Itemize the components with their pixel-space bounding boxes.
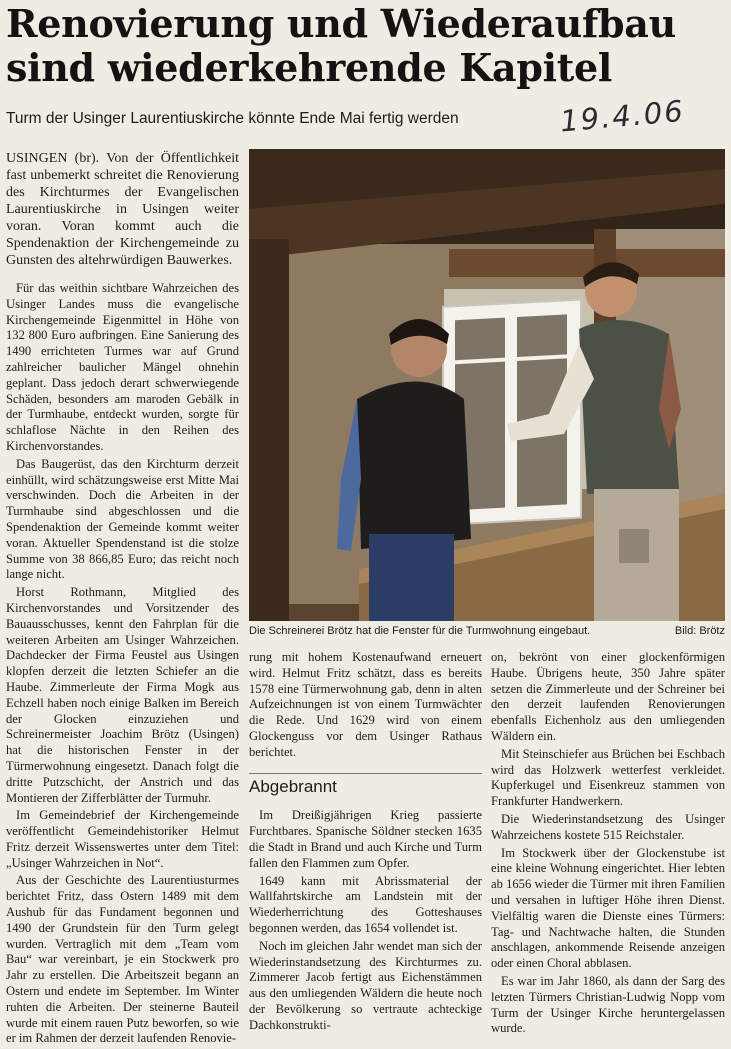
photo-credit: Bild: Brötz [674, 625, 725, 637]
article-paragraph: Noch im gleichen Jahr wendet man sich der Wiederinstandsetzung des Kirchturmes zu. Zimmerer Jacob fertigt aus Eichenstämmen aus den umliegenden Wäldern die heute noch der Bevölkerung so vertraute achteckige Dachkonstrukti- [249, 938, 482, 1032]
article-column-3 [491, 650, 725, 1039]
article-column-2 [249, 650, 482, 1036]
article-column-1 [6, 150, 239, 1049]
article-paragraph: Mit Steinschiefer aus Brüchen bei Eschbach wird das Holzwerk wetterfest verkleidet. Kupferkugel und Eisenkreuz stammen von Frankfurter Handwerkern. [491, 746, 725, 809]
article-paragraph: rung mit hohem Kostenaufwand erneuert wird. Helmut Fritz schätzt, dass es bereits 1578 eine Türmerwohnung gab, denn in alten Aufzeichnungen ist von einem Turmwächter die Rede. Und 1629 wird von einem Glockenguss vor dem Usinger Rathaus berichtet. [249, 650, 482, 759]
article-paragraph: Im Stockwerk über der Glockenstube ist eine kleine Wohnung eingerichtet. Hier lebten ab 1656 wieder die Türmer mit ihren Familien und versahen in luftiger Höhe ihren Dienst. Vielfältig waren die Dienste eines Türmers: Tag- und Nachtwache halten, die Stunden anschlagen, ankommende Reisende anzeigen oder einen Choral abblasen. [491, 845, 725, 971]
article-paragraph: Das Baugerüst, das den Kirchturm derzeit einhüllt, wird schätzungsweise erst Mitte Mai verschwinden. Doch die Arbeiten in der Turmhaube sind abgeschlossen und die Spendenaktion der Gemeinde kommt weiter voran. Aktueller Spendenstand ist die stolze Summe von 38 866,85 Euro; das reicht noch lange nicht. [6, 456, 239, 582]
article-paragraph: Aus der Geschichte des Laurentiusturmes berichtet Fritz, dass Ostern 1489 mit dem Aushub für das Fundament begonnen und 1490 der Grundstein für den Turm gelegt wurden. Vertraglich mit dem „Team vom Bau“ war vereinbart, je ein Stockwerk pro Jahr zu erstellen. Die Arbeitszeit begann an Ostern und endete im September. Im Winter ruhten die Arbeiten. Der steinerne Bauteil wurde mit einem rauen Putz beworfen, so wie er im Rahmen der derzeit laufenden Renovie- [6, 873, 239, 1046]
headline-line-2: sind wiederkehrende Kapitel [6, 45, 613, 90]
headline [6, 2, 726, 90]
article-paragraph: Für das weithin sichtbare Wahrzeichen des Usinger Landes muss die evangelische Kirchengemeinde Eigenmittel in Höhe von 132 800 Euro aufbringen. Eine Sanierung des 1490 errichteten Turmes war auf Grund zahlreicher baulicher Mängel ohnehin geplant. Dass jedoch derart schwerwiegende Schäden, besonders am maroden Gebälk in der Turmhaube, entdeckt wurden, sorgte für schlaflose Nächte in den Reihen des Kirchenvorstandes. [6, 281, 239, 453]
article-paragraph: 1649 kann mit Abrissmaterial der Wallfahrtskirche am Landstein mit der Wiederherrichtung des Gotteshauses begonnen werden, das 1654 vollendet ist. [249, 873, 482, 935]
headline-line-1: Renovierung und Wiederaufbau [6, 1, 676, 46]
article-paragraph: Im Gemeindebrief der Kirchengemeinde veröffentlicht Gemeindehistoriker Helmut Fritz derzeit Wissenswertes unter dem Titel: „Usinger Wahrzeichen in Not“. [6, 808, 239, 870]
article-paragraph: Die Wiederinstandsetzung des Usinger Wahrzeichens kostete 515 Reichstaler. [491, 811, 725, 842]
photo-illustration [249, 149, 725, 621]
section-subtitle: Abgebrannt [249, 773, 482, 795]
handwritten-date: 19.4.06 [558, 93, 686, 139]
article-photo [249, 149, 725, 621]
photo-caption: Die Schreinerei Brötz hat die Fenster für die Turmwohnung eingebaut. [249, 625, 591, 637]
article-paragraph: Im Dreißigjährigen Krieg passierte Furchtbares. Spanische Söldner stecken 1635 die Stadt in Brand und auch Kirche und Turm fallen den Flammen zum Opfer. [249, 808, 482, 870]
article-lead: USINGEN (br). Von der Öffentlichkeit fast unbemerkt schreitet die Renovierung des Kirchturmes der Evangelischen Laurentiuskirche in Usingen weiter voran. Voran kommt auch die Spendenaktion der Kirchengemeinde zu Gunsten des altehrwürdigen Bauwerkes. [6, 151, 239, 268]
photo-caption-row [249, 625, 725, 637]
article-paragraph: Horst Rothmann, Mitglied des Kirchenvorstandes und Vorsitzender des Bauausschusses, kennt den Fahrplan für die weiteren Arbeiten am Usinger Wahrzeichen. Dachdecker der Firma Feustel aus Usingen klopfen derzeit die letzten Schiefer an die Haube. Zimmerleute der Firma Mogk aus Echzell haben noch einige Balken im Bereich der Glocken einzuziehen und Schreinermeister Joachim Brötz (Usingen) hat die historischen Fenster in der Türmerwohnung eingesetzt. Danach folgt die dritte Putzschicht, der Anstrich und das Montieren der Zifferblätter der Turmuhr. [6, 585, 239, 805]
article-paragraph: on, bekrönt von einer glockenförmigen Haube. Übrigens heute, 350 Jahre später setzen die Zimmerleute und der Schreiner bei den derzeit laufenden Renovierungen ebenfalls Eichenholz aus den umliegenden Wäldern ein. [491, 650, 725, 743]
article-paragraph: Es war im Jahr 1860, als dann der Sarg des letzten Türmers Christian-Ludwig Nopp vom Turm der Usinger Kirche heruntergelassen wurde. [491, 973, 725, 1036]
subheadline: Turm der Usinger Laurentiuskirche könnte Ende Mai fertig werden [6, 110, 459, 127]
